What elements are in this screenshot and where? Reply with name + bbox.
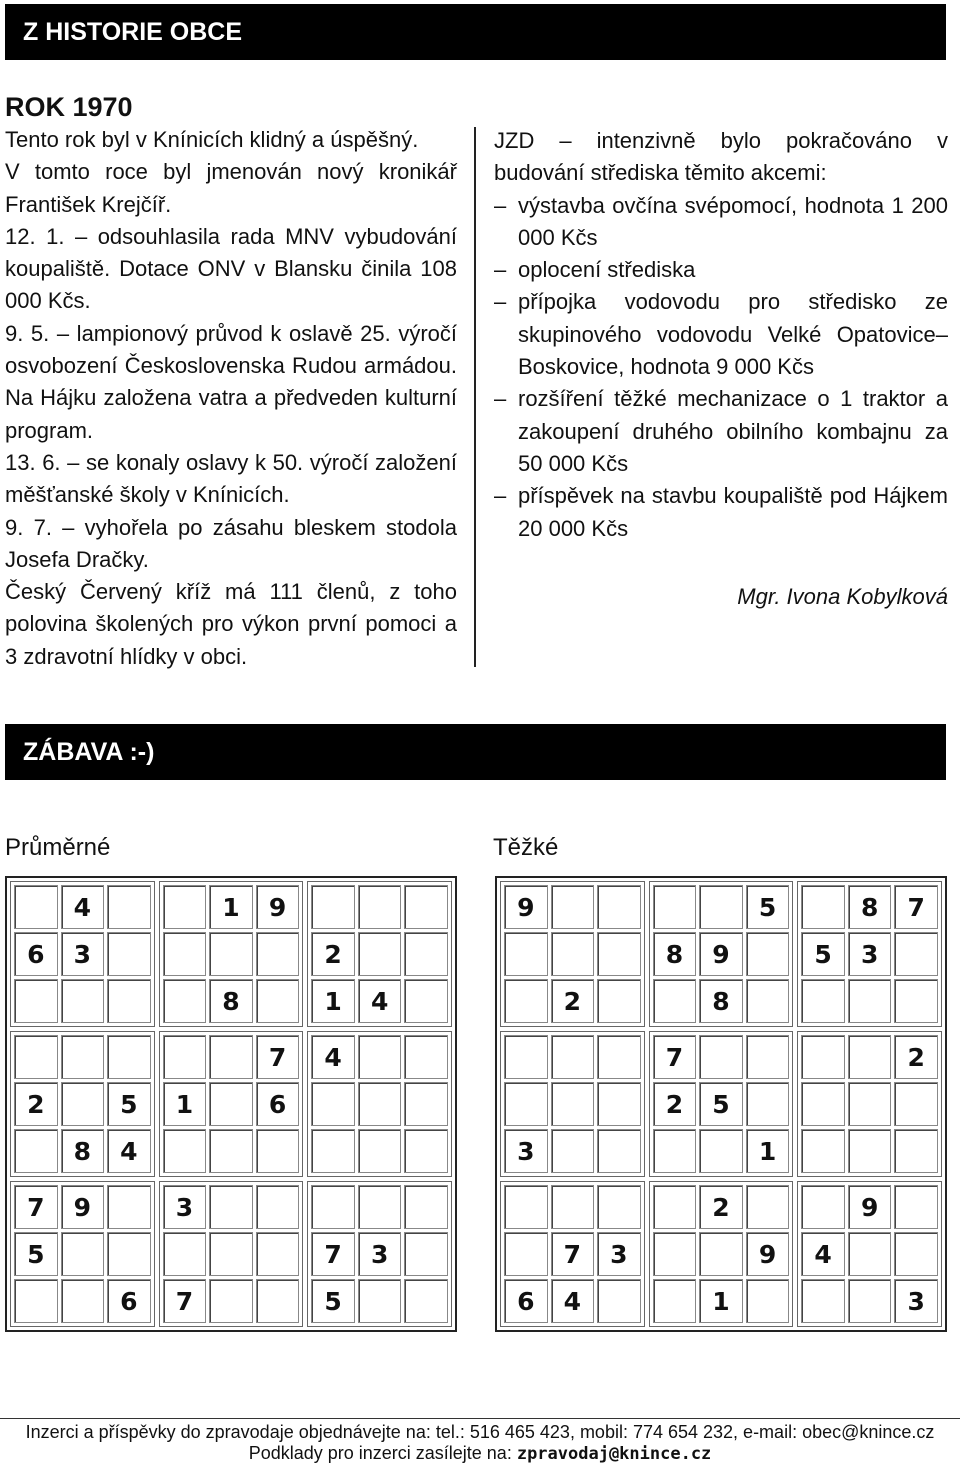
sudoku-cell[interactable] [801,885,845,929]
sudoku-cell[interactable] [597,1035,641,1079]
sudoku-cell[interactable] [551,1035,595,1079]
sudoku-cell[interactable] [61,1279,105,1323]
sudoku-cell[interactable] [404,1279,448,1323]
sudoku-cell[interactable]: 5 [311,1279,355,1323]
sudoku-cell[interactable] [209,1035,253,1079]
sudoku-cell[interactable]: 5 [107,1082,151,1126]
sudoku-cell[interactable] [801,979,845,1023]
sudoku-cell[interactable] [311,1082,355,1126]
footer-submission-text: Podklady pro inzerci zasílejte na: [248,1443,517,1463]
sudoku-cell[interactable]: 2 [894,1035,938,1079]
sudoku-cell[interactable]: 1 [746,1129,790,1173]
sudoku-cell[interactable] [256,1279,300,1323]
sudoku-cell[interactable] [801,1082,845,1126]
sudoku-cell[interactable] [504,979,548,1023]
sudoku-cell[interactable] [597,1082,641,1126]
sudoku-cell[interactable]: 9 [61,1185,105,1229]
sudoku-cell[interactable] [504,1082,548,1126]
sudoku-cell[interactable]: 5 [746,885,790,929]
sudoku-cell[interactable]: 6 [256,1082,300,1126]
sudoku-cell[interactable]: 7 [163,1279,207,1323]
sudoku-cell[interactable] [504,932,548,976]
sudoku-cell[interactable]: 9 [699,932,743,976]
sudoku-cell[interactable] [107,1185,151,1229]
article-paragraph: JZD – intenzivně bylo pokračováno v budování střediska těmito akcemi: [494,128,948,186]
sudoku-cell[interactable]: 8 [699,979,743,1023]
sudoku-box [10,1031,155,1177]
sudoku-cell[interactable] [358,1082,402,1126]
sudoku-cell[interactable] [504,1035,548,1079]
list-item-text: příspěvek na stavbu koupaliště pod Hájkem 20 000 Kčs [518,483,948,541]
sudoku-cell[interactable] [14,1279,58,1323]
sudoku-grid-medium [5,876,457,1332]
sudoku-cell[interactable] [404,979,448,1023]
sudoku-box [159,1181,304,1327]
sudoku-cell[interactable] [358,1035,402,1079]
sudoku-cell[interactable] [61,979,105,1023]
sudoku-cell[interactable]: 5 [699,1082,743,1126]
sudoku-cell[interactable] [209,1129,253,1173]
sudoku-cell[interactable] [311,1129,355,1173]
column-divider [474,127,476,667]
sudoku-cell[interactable] [14,979,58,1023]
sudoku-cell[interactable] [653,979,697,1023]
sudoku-cell[interactable] [107,885,151,929]
sudoku-cell[interactable]: 4 [311,1035,355,1079]
article-paragraph: 13. 6. – se konaly oslavy k 50. výročí založení měšťanské školy v Knínicích. [5,449,457,508]
list-item [494,383,948,480]
sudoku-cell[interactable] [848,1035,892,1079]
section-title: Z HISTORIE OBCE [23,17,243,46]
sudoku-cell[interactable] [894,1232,938,1276]
sudoku-cell[interactable] [358,885,402,929]
sudoku-cell[interactable] [163,1035,207,1079]
sudoku-cell[interactable] [504,1185,548,1229]
sudoku-cell[interactable]: 4 [358,979,402,1023]
sudoku-cell[interactable] [746,932,790,976]
sudoku-cell[interactable] [209,1232,253,1276]
footer-email-link[interactable]: zpravodaj@knince.cz [516,1444,712,1464]
sudoku-cell[interactable]: 9 [256,885,300,929]
sudoku-cell[interactable] [163,885,207,929]
sudoku-cell[interactable] [163,1129,207,1173]
sudoku-cell[interactable] [256,1129,300,1173]
sudoku-cell[interactable]: 6 [504,1279,548,1323]
list-item [494,254,948,286]
sudoku-cell[interactable] [597,932,641,976]
dash-bullet: – [494,289,507,315]
sudoku-cell[interactable] [404,1035,448,1079]
sudoku-cell[interactable]: 2 [14,1082,58,1126]
sudoku-cell[interactable]: 8 [61,1129,105,1173]
article-paragraph: Tento rok byl v Knínicích klidný a úspěšný. [5,127,419,152]
sudoku-cell[interactable]: 2 [551,979,595,1023]
sudoku-box [307,1031,452,1177]
sudoku-cell[interactable] [209,1082,253,1126]
sudoku-cell[interactable] [699,885,743,929]
sudoku-cell[interactable]: 3 [597,1232,641,1276]
sudoku-cell[interactable] [848,1232,892,1276]
sudoku-cell[interactable]: 4 [107,1129,151,1173]
sudoku-cell[interactable] [404,885,448,929]
dash-bullet: – [494,483,507,509]
sudoku-cell[interactable] [801,1185,845,1229]
sudoku-cell[interactable]: 1 [699,1279,743,1323]
sudoku-cell[interactable] [404,932,448,976]
list-item [494,190,948,255]
sudoku-box [500,881,645,1027]
sudoku-cell[interactable] [311,885,355,929]
sudoku-cell[interactable] [746,979,790,1023]
sudoku-cell[interactable] [894,932,938,976]
list-item [494,286,948,383]
sudoku-cell[interactable] [551,1129,595,1173]
sudoku-cell[interactable] [358,1279,402,1323]
author-signature: Mgr. Ivona Kobylková [737,583,948,609]
sudoku-cell[interactable]: 5 [14,1232,58,1276]
sudoku-cell[interactable] [311,1185,355,1229]
sudoku-box [797,1031,942,1177]
sudoku-cell[interactable]: 9 [504,885,548,929]
sudoku-cell[interactable] [256,979,300,1023]
sudoku-cell[interactable] [894,1082,938,1126]
sudoku-cell[interactable] [597,885,641,929]
dash-bullet: – [494,257,507,283]
sudoku-cell[interactable]: 9 [746,1232,790,1276]
sudoku-cell[interactable] [653,885,697,929]
list-item-text: výstavba ovčína svépomocí, hodnota 1 200 000 Kčs [518,192,948,250]
sudoku-box [159,1031,304,1177]
sudoku-box [649,1181,794,1327]
article-paragraph: 12. 1. – odsouhlasila rada MNV vybudování koupaliště. Dotace ONV v Blansku činila 108 000 Kčs. [5,223,457,314]
sudoku-cell[interactable] [699,1232,743,1276]
page-footer [0,1418,960,1465]
sudoku-cell[interactable] [848,1129,892,1173]
sudoku-cell[interactable] [61,1232,105,1276]
sudoku-cell[interactable] [597,1185,641,1229]
sudoku-cell[interactable] [358,932,402,976]
sudoku-box [797,881,942,1027]
sudoku-cell[interactable]: 4 [61,885,105,929]
puzzle-label-medium: Průměrné [5,834,111,861]
list-item [494,480,948,545]
sudoku-cell[interactable] [894,1185,938,1229]
sudoku-box [307,1181,452,1327]
sudoku-cell[interactable] [746,1082,790,1126]
sudoku-cell[interactable] [699,1129,743,1173]
sudoku-cell[interactable] [256,1185,300,1229]
sudoku-cell[interactable]: 7 [653,1035,697,1079]
sudoku-cell[interactable] [653,1279,697,1323]
article-paragraph: 9. 5. – lampionový průvod k oslavě 25. výročí osvobození Československa Rudou armádou. Na Hájku založena vatra a předveden kulturní program. [5,320,457,443]
sudoku-box [159,881,304,1027]
footer-contact-line: Inzerci a příspěvky do zpravodaje objednávejte na: tel.: 516 465 423, mobil: 774 654 232, e-mail: obec@knince.cz [25,1422,935,1442]
list-item-text: přípojka vodovodu pro středisko ze skupinového vodovodu Velké Opatovice–Boskovice, hodnota 9 000 Kčs [518,289,948,380]
sudoku-cell[interactable]: 1 [209,885,253,929]
sudoku-cell[interactable] [504,1232,548,1276]
sudoku-cell[interactable]: 4 [801,1232,845,1276]
footer-submission-line [0,1443,960,1465]
sudoku-box [797,1181,942,1327]
section-banner-fun [5,724,946,780]
list-item-text: rozšíření těžké mechanizace o 1 traktor a zakoupení druhého obilního kombajnu za 50 000 Kčs [518,386,948,476]
sudoku-cell[interactable] [699,1035,743,1079]
list-item-text: oplocení střediska [518,257,696,283]
dash-bullet: – [494,386,507,412]
sudoku-cell[interactable] [746,1279,790,1323]
sudoku-cell[interactable] [801,1035,845,1079]
sudoku-box [10,881,155,1027]
sudoku-cell[interactable] [163,1232,207,1276]
sudoku-cell[interactable]: 8 [209,979,253,1023]
article-year-heading: ROK 1970 [5,92,133,122]
sudoku-cell[interactable] [404,1232,448,1276]
sudoku-cell[interactable]: 2 [653,1082,697,1126]
sudoku-cell[interactable] [107,1232,151,1276]
sudoku-box [500,1031,645,1177]
sudoku-cell[interactable] [209,932,253,976]
sudoku-cell[interactable] [358,1185,402,1229]
sudoku-cell[interactable] [848,1279,892,1323]
puzzle-label-hard: Těžké [493,834,559,861]
sudoku-cell[interactable]: 2 [311,932,355,976]
sudoku-cell[interactable] [551,1185,595,1229]
sudoku-cell[interactable] [358,1129,402,1173]
sudoku-cell[interactable] [107,979,151,1023]
sudoku-cell[interactable]: 3 [894,1279,938,1323]
sudoku-box [10,1181,155,1327]
sudoku-cell[interactable]: 7 [256,1035,300,1079]
article-paragraph: V tomto roce byl jmenován nový kronikář František Krejčíř. [5,159,457,217]
sudoku-cell[interactable] [848,979,892,1023]
sudoku-cell[interactable] [107,932,151,976]
sudoku-cell[interactable] [404,1082,448,1126]
sudoku-cell[interactable] [801,1279,845,1323]
sudoku-cell[interactable] [653,1232,697,1276]
article-paragraph: Český Červený kříž má 111 členů, z toho polovina školených pro výkon první pomoci a 3 zdravotní hlídky v obci. [5,579,457,669]
sudoku-cell[interactable]: 7 [14,1185,58,1229]
sudoku-cell[interactable] [404,1185,448,1229]
sudoku-cell[interactable] [746,1035,790,1079]
sudoku-cell[interactable] [14,1035,58,1079]
sudoku-cell[interactable] [107,1035,151,1079]
sudoku-cell[interactable]: 3 [504,1129,548,1173]
sudoku-cell[interactable]: 4 [551,1279,595,1323]
sudoku-cell[interactable] [597,1129,641,1173]
sudoku-cell[interactable]: 7 [551,1232,595,1276]
sudoku-cell[interactable]: 8 [848,885,892,929]
sudoku-cell[interactable]: 3 [163,1185,207,1229]
sudoku-cell[interactable]: 1 [163,1082,207,1126]
sudoku-cell[interactable] [551,885,595,929]
sudoku-cell[interactable] [14,1129,58,1173]
sudoku-cell[interactable] [653,1129,697,1173]
sudoku-cell[interactable] [746,1185,790,1229]
sudoku-cell[interactable] [894,979,938,1023]
sudoku-cell[interactable]: 2 [699,1185,743,1229]
sudoku-box [649,881,794,1027]
sudoku-cell[interactable] [848,1082,892,1126]
sudoku-cell[interactable] [597,1279,641,1323]
sudoku-cell[interactable] [256,932,300,976]
sudoku-cell[interactable] [61,1082,105,1126]
sudoku-box [500,1181,645,1327]
section-title: ZÁBAVA :-) [23,737,155,766]
sudoku-cell[interactable] [256,1232,300,1276]
sudoku-cell[interactable]: 6 [107,1279,151,1323]
section-banner-history [5,4,946,60]
sudoku-cell[interactable]: 3 [61,932,105,976]
sudoku-cell[interactable] [894,1129,938,1173]
sudoku-cell[interactable]: 3 [848,932,892,976]
sudoku-box [649,1031,794,1177]
sudoku-cell[interactable]: 6 [14,932,58,976]
sudoku-cell[interactable]: 9 [848,1185,892,1229]
sudoku-cell[interactable] [597,979,641,1023]
sudoku-cell[interactable]: 3 [358,1232,402,1276]
sudoku-cell[interactable]: 5 [801,932,845,976]
sudoku-cell[interactable] [209,1185,253,1229]
sudoku-cell[interactable] [209,1279,253,1323]
sudoku-cell[interactable]: 8 [653,932,697,976]
sudoku-cell[interactable] [163,979,207,1023]
sudoku-cell[interactable]: 7 [894,885,938,929]
sudoku-box [307,881,452,1027]
sudoku-cell[interactable] [551,1082,595,1126]
article-left-column [5,124,457,673]
sudoku-cell[interactable] [14,885,58,929]
sudoku-cell[interactable] [163,932,207,976]
sudoku-cell[interactable] [61,1035,105,1079]
sudoku-cell[interactable] [653,1185,697,1229]
article-paragraph: 9. 7. – vyhořela po zásahu bleskem stodola Josefa Dračky. [5,514,457,572]
sudoku-cell[interactable] [404,1129,448,1173]
article-right-column [494,125,948,613]
dash-bullet: – [494,192,507,218]
sudoku-cell[interactable] [801,1129,845,1173]
sudoku-cell[interactable]: 1 [311,979,355,1023]
sudoku-cell[interactable] [551,932,595,976]
sudoku-cell[interactable]: 7 [311,1232,355,1276]
sudoku-grid-hard [495,876,947,1332]
